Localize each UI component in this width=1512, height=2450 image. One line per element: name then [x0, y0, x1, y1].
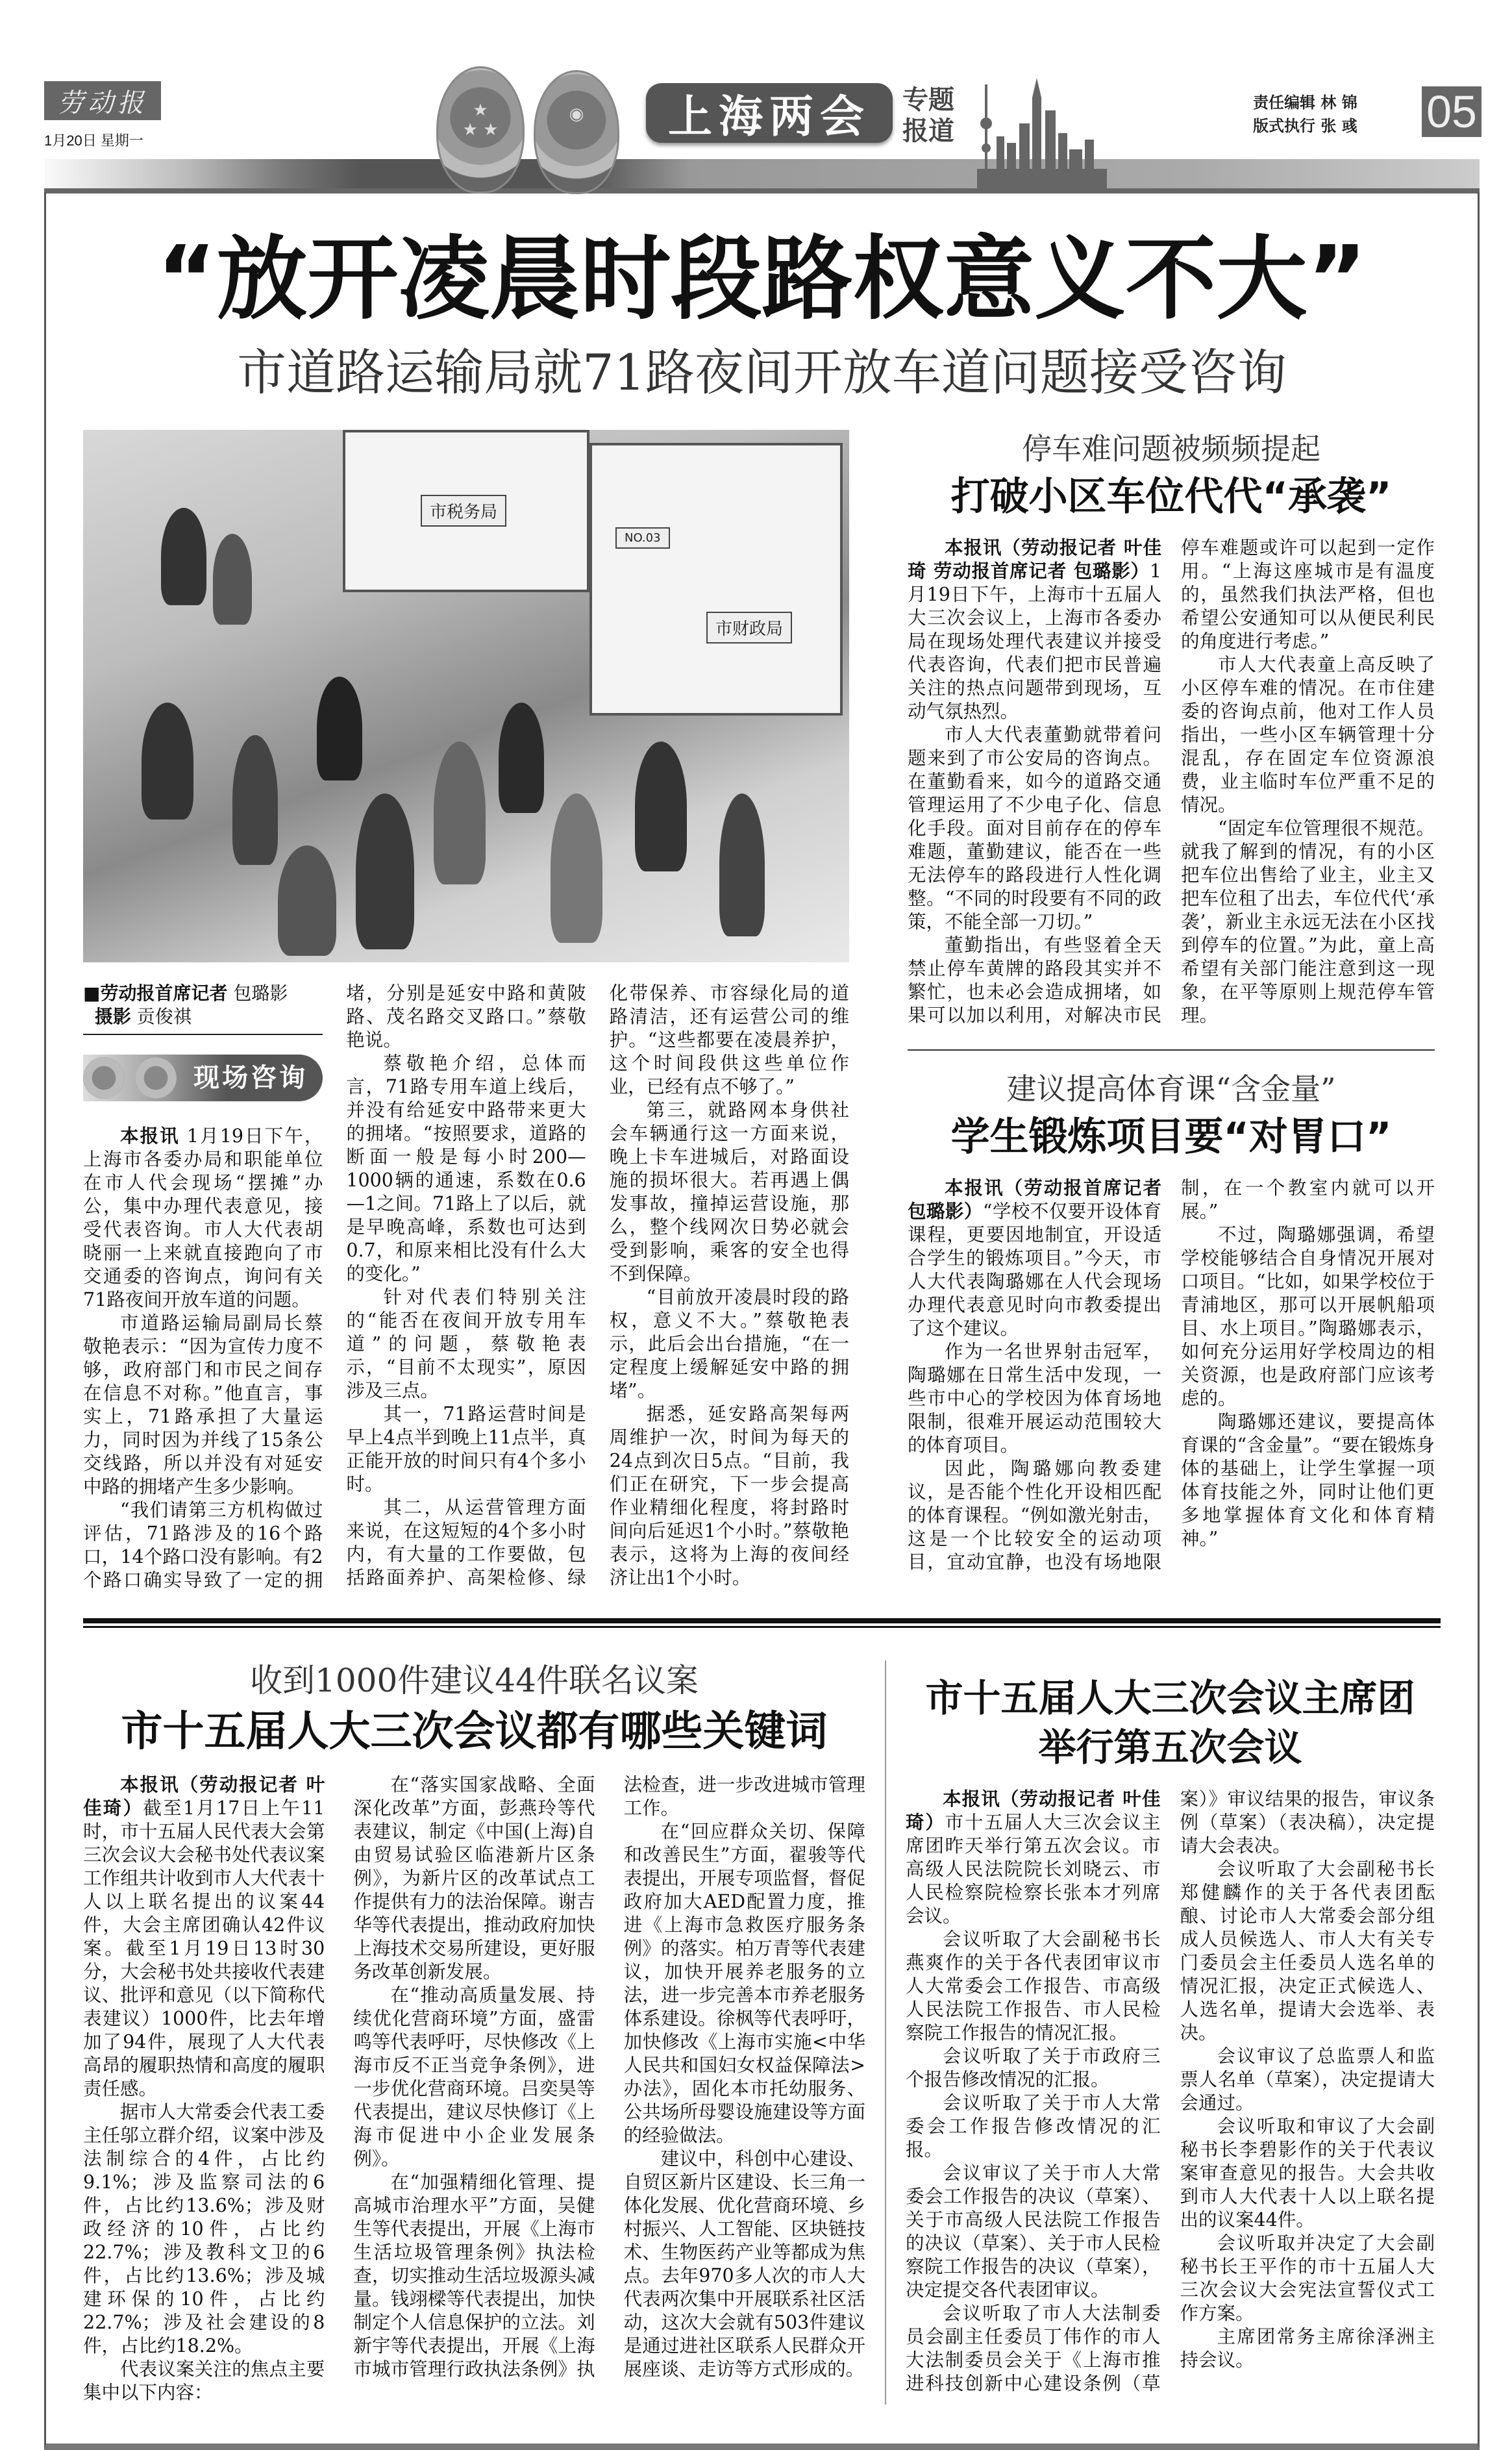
article-paragraph: 市人大代表董勤就带着问题来到了市公安局的咨询点。在董勤看来，如今的道路交通管理运用了不少电子化、信息化手段。面对目前存在的停车难题，董勤建议，能否在一些无法停车的路段进行人性化调整。“不同的时段要有不同的政策，不能全部一刀切。” — [908, 724, 1161, 932]
section-divider — [83, 1618, 1441, 1628]
right-stories — [908, 430, 1435, 1574]
article-paragraph: 会议听取了大会副秘书长郑健麟作的关于各代表团酝酿、讨论市人大常委会部分组成人员候选人、市人大有关专门委员会主任委员人选名单的情况汇报，决定正式候选人、人选名单，提请大会选举、表决。 — [1180, 1858, 1435, 2044]
article-paragraph: 针对代表们特别关注的“能否在夜间开放专用车道”的问题，蔡敬艳表示，“目前不太现实”，原因涉及三点。 — [346, 1286, 586, 1401]
byline: （劳动报记者 叶佳琦） — [906, 1788, 1161, 1833]
article-paragraph: 会议听取并决定了大会副秘书长王平作的市十五届人大三次会议大会宪法宣誓仪式工作方案。 — [1180, 2232, 1435, 2324]
article-paragraph: 建议中，科创中心建设、自贸区新片区建设、长三角一体化发展、优化营商环境、乡村振兴、人工智能、区块链技术、生物医药产业等都成为焦点。去年970多人次的市人大代表两次集中开展联系社区活动，这次大会就有503件建议是通过进社区联系人民群众开展座谈、走访等方式形成的。 — [623, 2148, 865, 2380]
presidium-article-body — [906, 1788, 1435, 2395]
article-paragraph: 市道路运输局副局长蔡敬艳表示：“因为宣传力度不够，政府部门和市民之间存在信息不对称。”他直言，事实上，71路承担了大量运力，同时因为并线了15条公交线路，所以并没有对延安中路的拥堵产生多少影响。 — [83, 1312, 323, 1497]
caption-reporter: 包璐影 — [233, 982, 288, 1004]
article-paragraph: 因此，陶璐娜向教委建议，是否能个性化开设相匹配的体育课程。“例如激光射击，这是一个比较安全的运动项目，宜动宜静，也没有场地限制，在一个教室内就可以开展。” — [908, 1177, 1435, 1573]
article-paragraph: 在“推动高质量发展、持续优化营商环境”方面，盛雷鸣等代表呼吁，尽快修改《上海市反不正当竞争条例》，进一步优化营商环境。吕奕昊等代表提出，建议尽快修订《上海市促进中小企业发展条例》。 — [353, 1984, 595, 2169]
parking-headline: 打破小区车位代代“承袭” — [950, 474, 1392, 519]
lead-story — [83, 430, 849, 1592]
photo-sign: NO.03 — [615, 527, 670, 549]
presidium-headline-line2: 举行第五次会议 — [1038, 1725, 1302, 1769]
article-paragraph: 会议听取了市人大法制委员会副主任委员丁伟作的市人大法制委员会关于《上海市推进科技创新中心建设条例（草案）》审议结果的报告，审议条例（草案）（表决稿），决定提请大会表决。 — [906, 1788, 1435, 2394]
editor-credits — [1253, 91, 1415, 138]
article-paragraph: 其一，71路运营时间是早上4点半到晚上11点半，真正能开放的时间只有4个多小时。 — [346, 1403, 586, 1495]
parking-kicker: 停车难问题被频频提起 — [1022, 431, 1320, 466]
article-paragraph: 会议审议了关于市人大常委会工作报告的决议（草案）、关于市高级人民法院工作报告的决议（草案）、关于市人民检察院工作报告的决议（草案），决定提交各代表团审议。 — [906, 2162, 1161, 2301]
cppcc-emblem-icon: ◉ — [534, 70, 619, 194]
article-paragraph: 在“回应群众关切、保障和改善民生”方面，翟骏等代表提出，开展专项监督，督促政府加大AED配置力度，推进《上海市急救医疗服务条例》的落实。柏万青等代表建议，加快开展养老服务的立法，进一步完善本市养老服务体系建设。徐枫等代表呼吁，加快修改《上海市实施<中华人民共和国妇女权益保障法>办法》，固化本市托幼服务、公共场所母婴设施建设等方面的经验做法。 — [623, 1821, 865, 2146]
caption-photographer: 贡俊祺 — [136, 1006, 192, 1027]
dateline-lead: 本报讯 — [943, 1788, 1000, 1810]
article-paragraph: “固定车位管理很不规范。就我了解到的情况，有的小区把车位出售给了业主，业主又把车位租了出去，车位代代‘承袭’，新业主永远无法在小区找到停车的位置。”为此，童上高希望有关部门能注意到这一现象，在平等原则上规范停车管理。 — [1181, 818, 1435, 1026]
presidium-headline-line1: 市十五届人大三次会议主席团 — [925, 1676, 1415, 1720]
article-paragraph: 蔡敬艳介绍，总体而言，71路专用车道上线后，并没有给延安中路带来更大的拥堵。“按照要求，道路的断面一般是每小时200—1000辆的通速，系数在0.6—1之间。71路上了以后，就是早晚高峰，系数也可达到0.7，和原来相比没有什么大的变化。” — [346, 1053, 586, 1284]
photo-sign: 市财政局 — [706, 612, 792, 644]
byline: （劳动报记者 叶佳琦） — [83, 1774, 325, 1819]
article-paragraph: 会议听取了关于市政府三个报告修改情况的汇报。 — [906, 2045, 1161, 2090]
article-paragraph — [908, 1177, 1161, 1340]
issue-date: 1月20日 星期一 — [44, 132, 143, 149]
article-paragraph — [83, 1125, 323, 1312]
dateline-lead: 本报讯 — [945, 1177, 1004, 1199]
article-paragraph: 在“加强精细化管理、提高城市治理水平”方面，吴健生等代表提出，开展《上海市生活垃圾管理条例》执法检查，切实推动生活垃圾源头减量。钱翊樑等代表提出，加快制定个人信息保护的立法。刘新宇等代表提出，开展《上海市城市管理行政执法条例》执法检查，进一步改进城市管理工作。 — [353, 1774, 865, 2380]
byline: （劳动报记者 叶佳琦 劳动报首席记者 包璐影） — [908, 537, 1161, 582]
article-paragraph: 会议听取和审议了大会副秘书长李碧影作的关于代表议案审查意见的报告。大会共收到市人大代表十人以上联名提出的议案44件。 — [1180, 2116, 1435, 2231]
article-paragraph: 在“落实国家战略、全面深化改革”方面，彭燕玲等代表建议，制定《中国(上海)自由贸易试验区临港新片区条例》，为新片区的改革试点工作提供有力的法治保障。谢吉华等代表提出，推动政府加快上海技术交易所建设，更好服务改革创新发展。 — [353, 1774, 595, 1982]
paragraph-text: 1月19日下午，上海市十五届人大三次会议上，上海市各委办局在现场处理代表建议并接受代表咨询，代表们把市民普遍关注的热点问题带到现场，互动气氛热烈。 — [908, 560, 1161, 722]
article-paragraph: 会议听取了关于市人大常委会工作报告修改情况的汇报。 — [906, 2092, 1161, 2160]
section-banner-onsite — [83, 1055, 323, 1101]
dateline-lead: 本报讯 — [120, 1774, 180, 1795]
article-paragraph: 不过，陶璐娜强调，希望学校能够结合自身情况开展对口项目。“比如，如果学校位于青浦地区，那可以开展帆船项目、水上项目。”陶璐娜表示，如何充分运用好学校周边的相关资源，也是政府部门应该考虑的。 — [1181, 1224, 1435, 1409]
photo-sign: 市税务局 — [421, 495, 506, 527]
national-emblem-icon — [83, 1057, 125, 1099]
dateline-lead: 本报讯 — [945, 537, 1002, 558]
article-paragraph: 代表议案关注的焦点主要集中以下内容： — [83, 2358, 325, 2403]
newspaper-logo: 劳动报 — [44, 81, 161, 120]
lead-headline: “放开凌晨时段路权意义不大” — [156, 227, 1367, 332]
article-paragraph: 陶璐娜还建议，要提高体育课的“含金量”。“要在锻炼身体的基础上，让学生掌握一项体育技能之外，同时让他们更多地掌握体育文化和体育精神。” — [1181, 1411, 1435, 1549]
layout-editor: 版式执行 张 彧 — [1253, 117, 1357, 135]
article-paragraph — [83, 1773, 325, 2101]
article-paragraph: “我们请第三方机构做过评估，71路涉及的16个路口，14个路口没有影响。有2个路口确实导致了一定的拥堵，分别是延安中路和黄陂路、茂名路交叉路口。”蔡敬艳说。 — [83, 982, 586, 1591]
article-paragraph: 会议审议了总监票人和监票人名单（草案），决定提请大会通过。 — [1180, 2045, 1435, 2114]
article-paragraph — [908, 536, 1161, 723]
top-section — [83, 430, 1441, 1592]
article-paragraph: 会议听取了大会副秘书长燕爽作的关于各代表团审议市人大常委会工作报告、市高级人民法院工作报告、市人民检察院工作报告的情况汇报。 — [906, 1929, 1161, 2044]
paragraph-text: 截至1月17日上午11时，市十五届人民代表大会第三次会议大会秘书处代表议案工作组共计收到市人大代表十人以上联名提出的议案44件，大会主席团确认42件议案。截至1月19日13时30分，大会秘书处共接收代表建议、批评和意见（以下简称代表建议）1000件，比去年增加了94件，展现了人大代表高昂的履职热情和高度的履职责任感。 — [83, 1797, 325, 2099]
parking-article-body — [908, 536, 1435, 1027]
paragraph-text: 1月19日下午，上海市各委办局和职能单位在市人代会现场“摆摊”办公，集中办理代表意见，接受代表咨询。市人大代表胡晓丽一上来就直接跑向了市交通委的咨询点，询问有关71路夜间开放车道的问题。 — [83, 1125, 323, 1310]
sports-article-body — [908, 1177, 1435, 1574]
article-paragraph: 市人大代表童上高反映了小区停车难的情况。在市住建委的咨询点前，他对工作人员指出，一些小区车辆管理十分混乱，存在固定车位资源浪费，业主临时车位严重不足的情况。 — [1181, 654, 1435, 816]
special-report-tag: 专题报道 — [902, 85, 954, 146]
article-paragraph: 作为一名世界射击冠军，陶璐娜在日常生活中发现，一些市中心的学校因为体育场地限制，很难开展运动范围较大的体育项目。 — [908, 1341, 1161, 1456]
header-band — [44, 159, 1480, 190]
lead-article-body — [83, 982, 849, 1592]
bottom-section — [83, 1660, 1441, 2405]
article-paragraph: 据市人大常委会代表工委主任邬立群介绍，议案中涉及法制综合的4件，占比约9.1%；涉及监察司法的6件，占比约13.6%；涉及财政经济的10件，占比约22.7%；涉及教科文卫的6件，占比约13.6%；涉及城建环保的10件，占比约22.7%；涉及社会建设的8件，占比约18.2%。 — [83, 2101, 325, 2356]
shanghai-skyline-icon — [971, 71, 1113, 192]
article-paragraph: “目前放开凌晨时段的路权，意义不大。”蔡敬艳表示，此后会出台措施，“在一定程度上缓解延安中路的拥堵”。 — [609, 1286, 849, 1401]
national-emblem-icon: ★ ★ ★ — [436, 66, 525, 194]
keywords-headline: 市十五届人大三次会议都有哪些关键词 — [121, 1708, 828, 1756]
section-title-banner: 上海两会 — [646, 83, 893, 143]
presidium-story — [906, 1660, 1435, 2405]
article-paragraph: 其二，从运营管理方面来说，在这短短的4个多小时内，有大量的工作要做，包括路面养护、高架检修、绿化带保养、市容绿化局的道路清洁，还有运营公司的维护。“这些都要在凌晨养护，这个时间段供这些单位作业，已经有点不够了。” — [346, 982, 849, 1588]
caption-reporter-label: ■劳动报首席记者 — [83, 982, 228, 1004]
article-paragraph — [906, 1788, 1161, 1928]
lead-subheadline: 市道路运输局就71路夜间开放车道问题接受咨询 — [237, 344, 1287, 401]
sports-kicker: 建议提高体育课“含金量” — [1006, 1071, 1336, 1106]
booth — [589, 443, 843, 716]
article-paragraph: 据悉，延安路高架每两周维护一次，时间为每天的24点到次日5点。“目前，我们正在研究，下一步会提高作业精细化程度，将封路时间向后延迟1个小时。”蔡敬艳表示，这将为上海的夜间经济让出1个小时。 — [609, 1403, 849, 1588]
article-paragraph: 第三，就路网本身供社会车辆通行这一方面来说，晚上卡车进城后，对路面设施的损坏很大。若再遇上偶发事故，撞掉运营设施，那么，整个线网次日势必就会受到影响，乘客的安全也得不到保障。 — [609, 1099, 849, 1284]
article-paragraph: 董勤指出，有些竖着全天禁止停车黄牌的路段其实并不繁忙，也未必会造成拥堵，如果可以加以利用，对解决市民停车难题或许可以起到一定作用。“上海这座城市是有温度的，虽然我们执法严格，但也希望公安通知可以从便民利民的角度进行考虑。” — [908, 537, 1435, 1026]
sports-headline: 学生锻炼项目要“对胃口” — [950, 1114, 1392, 1160]
cppcc-emblem-icon — [135, 1057, 177, 1099]
paragraph-text: “学校不仅要开设体育课程，更要因地制宜，开设适合学生的锻炼项目。”今天，市人大代表陶璐娜在人代会现场办理代表意见时向市教委提出了这个建议。 — [908, 1201, 1161, 1339]
keywords-article-body — [83, 1773, 865, 2405]
dateline-lead: 本报讯 — [120, 1125, 180, 1147]
responsible-editor: 责任编辑 林 锦 — [1253, 94, 1357, 112]
presidium-headline — [906, 1673, 1435, 1772]
keywords-kicker: 收到1000件建议44件联名议案 — [250, 1662, 699, 1699]
article-paragraph: 主席团常务主席徐泽洲主持会议。 — [1180, 2326, 1435, 2371]
byline: （劳动报首席记者 包璐影） — [908, 1177, 1161, 1222]
page-frame — [44, 192, 1480, 2450]
divider — [908, 1049, 1435, 1051]
section-banner-label: 现场咨询 — [193, 1063, 308, 1093]
photo-caption — [83, 982, 323, 1035]
news-photo — [83, 430, 849, 962]
caption-photo-label: 摄影 — [94, 1006, 131, 1027]
page-number: 05 — [1422, 86, 1481, 137]
column-divider — [885, 1660, 886, 2405]
paragraph-text: 市十五届人大三次会议主席团昨天举行第五次会议。市高级人民法院院长刘晓云、市人民检察院检察长张本才列席会议。 — [906, 1812, 1161, 1927]
keywords-story — [83, 1660, 865, 2405]
